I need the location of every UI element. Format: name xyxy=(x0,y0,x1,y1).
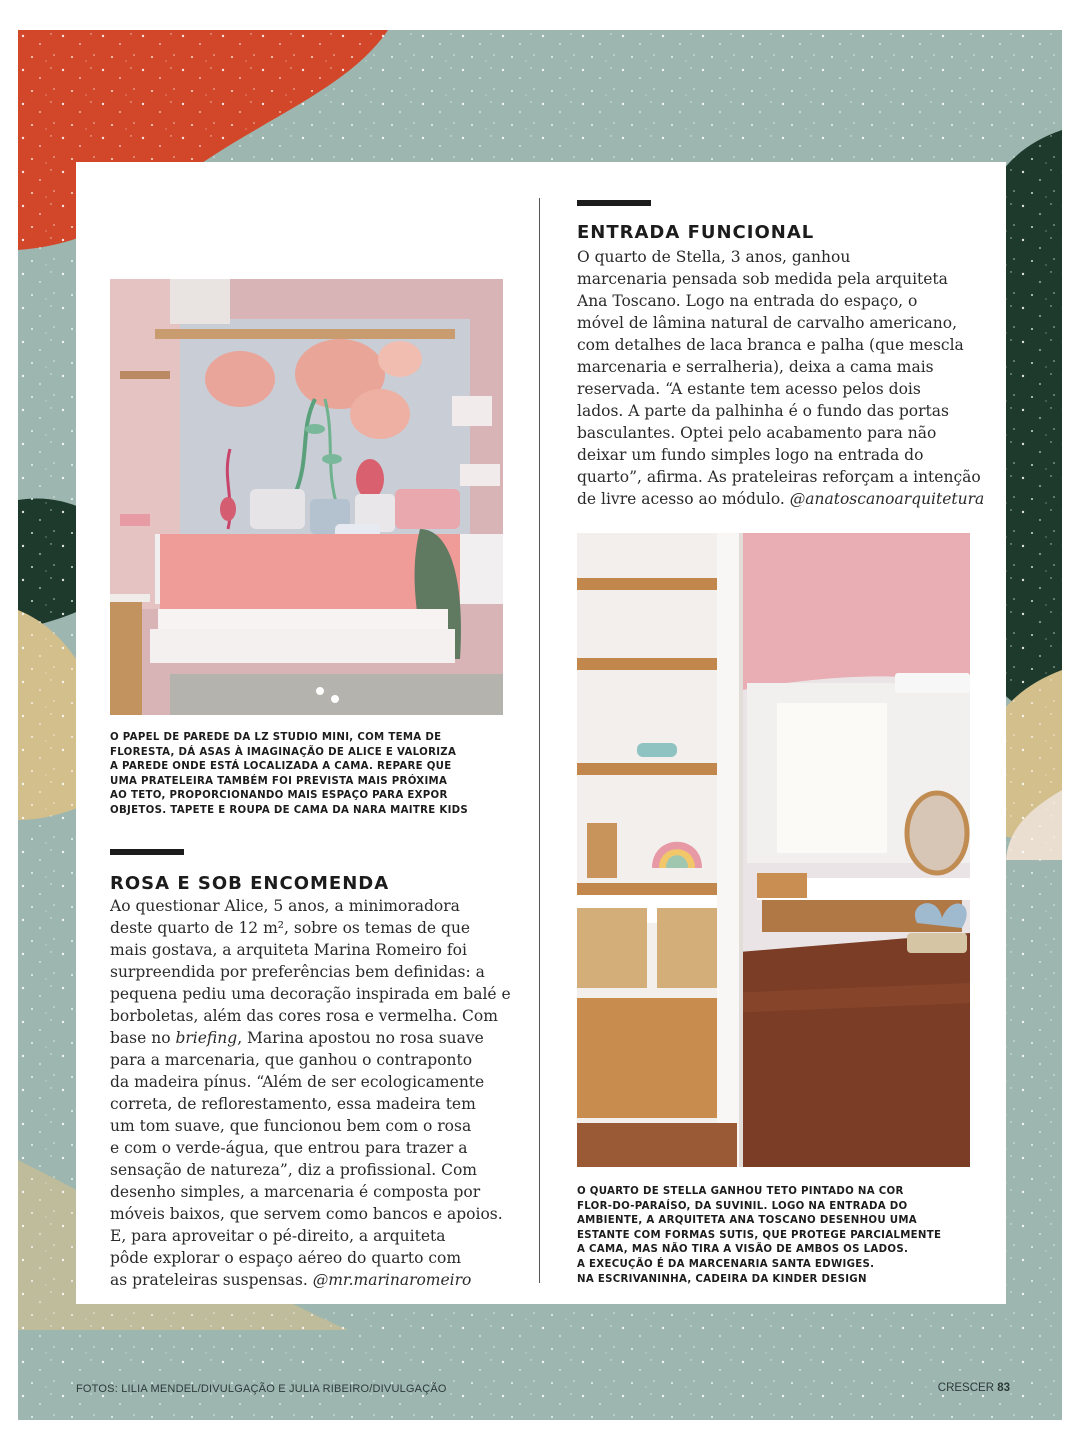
page-folio xyxy=(938,1382,1010,1394)
caption-line: OBJETOS. TAPETE E ROUPA DE CAMA DA NARA MAITRE KIDS xyxy=(110,804,469,816)
body-line: pôde explorar o espaço aéreo do quarto com xyxy=(110,1249,462,1267)
body-line: quarto”, afirma. As prateleiras reforçam a intenção xyxy=(577,468,981,486)
article-body-left xyxy=(110,895,511,1291)
body-line: móveis baixos, que servem como bancos e apoios. xyxy=(110,1205,503,1223)
body-text: as prateleiras suspensas. xyxy=(110,1271,313,1289)
body-line: lados. A parte da palhinha é o fundo das portas xyxy=(577,402,949,420)
body-line xyxy=(110,1027,511,1049)
stella-bedroom-photo xyxy=(577,533,970,1167)
caption-line: ESTANTE COM FORMAS SUTIS, QUE PROTEGE PARCIALMENTE xyxy=(577,1229,942,1241)
section-rule-left xyxy=(110,849,184,855)
body-line: móvel de lâmina natural de carvalho americano, xyxy=(577,314,958,332)
caption-line: UMA PRATELEIRA TAMBÉM FOI PREVISTA MAIS PRÓXIMA xyxy=(110,775,448,787)
caption-line: NA ESCRIVANINHA, CADEIRA DA KINDER DESIGN xyxy=(577,1273,867,1285)
body-line: da madeira pínus. “Além de ser ecologicamente xyxy=(110,1073,485,1091)
body-line: e com o verde-água, que entrou para trazer a xyxy=(110,1139,468,1157)
body-line: reservada. “A estante tem acesso pelos dois xyxy=(577,380,921,398)
body-line: deste quarto de 12 m², sobre os temas de que xyxy=(110,919,471,937)
caption-line: FLORESTA, DÁ ASAS À IMAGINAÇÃO DE ALICE E VALORIZA xyxy=(110,746,457,758)
body-line: surpreendida por preferências bem definidas: a xyxy=(110,963,485,981)
caption-line: AO TETO, PROPORCIONANDO MAIS ESPAÇO PARA EXPOR xyxy=(110,790,448,802)
body-text: base no xyxy=(110,1029,176,1047)
alice-photo-caption xyxy=(110,731,468,819)
body-line: desenho simples, a marcenaria é composta por xyxy=(110,1183,481,1201)
caption-line: A CAMA, MAS NÃO TIRA A VISÃO DE AMBOS OS LADOS. xyxy=(577,1244,909,1256)
body-line xyxy=(577,488,984,510)
body-line: com detalhes de laca branca e palha (que mescla xyxy=(577,336,964,354)
body-line: sensação de natureza”, diz a profissional. Com xyxy=(110,1161,477,1179)
article-body-right xyxy=(577,246,984,510)
body-line xyxy=(110,1269,511,1291)
body-line: para a marcenaria, que ganhou o contraponto xyxy=(110,1051,473,1069)
body-line: E, para aproveitar o pé-direito, a arquiteta xyxy=(110,1227,446,1245)
body-text: , Marina apostou no rosa suave xyxy=(237,1029,484,1047)
caption-line: A EXECUÇÃO É DA MARCENARIA SANTA EDWIGES. xyxy=(577,1258,875,1270)
body-line: marcenaria pensada sob medida pela arquiteta xyxy=(577,270,948,288)
body-line: Ana Toscano. Logo na entrada do espaço, o xyxy=(577,292,918,310)
stella-photo-caption xyxy=(577,1185,941,1287)
alice-bedroom-photo xyxy=(110,279,503,715)
body-line: marcenaria e serralheria), deixa a cama mais xyxy=(577,358,934,376)
section-heading-entrada: ENTRADA FUNCIONAL xyxy=(577,222,815,243)
instagram-handle: @mr.marinaromeiro xyxy=(312,1271,472,1289)
body-line: borboletas, além das cores rosa e vermelha. Com xyxy=(110,1007,498,1025)
body-line: pequena pediu uma decoração inspirada em balé e xyxy=(110,985,511,1003)
caption-line: A PAREDE ONDE ESTÁ LOCALIZADA A CAMA. REPARE QUE xyxy=(110,761,452,773)
body-text: de livre acesso ao módulo. xyxy=(577,490,790,508)
body-line: mais gostava, a arquiteta Marina Romeiro foi xyxy=(110,941,467,959)
body-line: deixar um fundo simples logo na entrada do xyxy=(577,446,924,464)
body-line: correta, de reflorestamento, essa madeira tem xyxy=(110,1095,476,1113)
body-line: um tom suave, que funcionou bem com o rosa xyxy=(110,1117,472,1135)
page-number: 83 xyxy=(997,1382,1010,1394)
body-line: basculantes. Optei pelo acabamento para não xyxy=(577,424,937,442)
column-divider xyxy=(539,198,540,1283)
section-heading-rosa: ROSA E SOB ENCOMENDA xyxy=(110,873,390,894)
photo-credits: FOTOS: LILIA MENDEL/DIVULGAÇÃO E JULIA RIBEIRO/DIVULGAÇÃO xyxy=(76,1383,447,1395)
caption-line: FLOR-DO-PARAÍSO, DA SUVINIL. LOGO NA ENTRADA DO xyxy=(577,1200,908,1212)
body-italic: briefing xyxy=(175,1029,238,1047)
caption-line: O PAPEL DE PAREDE DA LZ STUDIO MINI, COM TEMA DE xyxy=(110,732,442,743)
body-line: Ao questionar Alice, 5 anos, a minimoradora xyxy=(110,897,460,915)
section-rule-right xyxy=(577,200,651,206)
caption-line: O QUARTO DE STELLA GANHOU TETO PINTADO NA COR xyxy=(577,1186,904,1197)
body-line: O quarto de Stella, 3 anos, ganhou xyxy=(577,248,851,266)
caption-line: AMBIENTE, A ARQUITETA ANA TOSCANO DESENHOU UMA xyxy=(577,1215,917,1227)
magazine-name: CRESCER xyxy=(937,1382,994,1394)
instagram-handle: @anatoscanoarquitetura xyxy=(789,490,985,508)
